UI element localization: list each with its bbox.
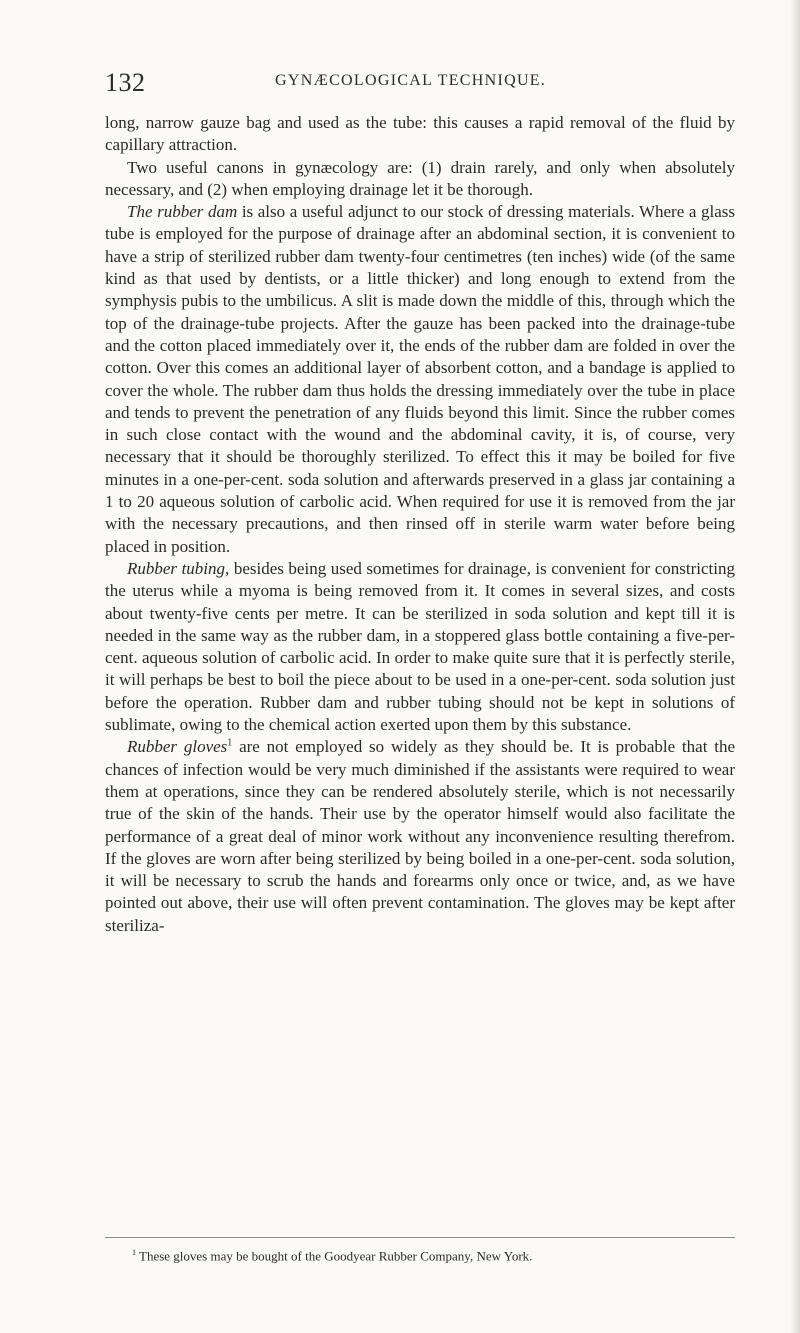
paragraph-text: Two useful canons in gynæcology are: (1) drain rarely, and only when absolutely necessary, and (2) when employing drainage let it be thorough. <box>105 157 735 199</box>
paragraph-continuation <box>105 112 735 157</box>
page-number: 132 <box>105 68 146 97</box>
paragraph-text: besides being used sometimes for drainage, is convenient for constricting the uterus while a myoma is being removed from it. It comes in several sizes, and costs about twenty-five cents per metre. It can be sterilized in soda solution and kept till it is needed in the same way as the rubber dam, in a stoppered glass bottle containing a five-per-cent. aqueous solution of carbolic acid. In order to make quite sure that it is perfectly sterile, it will perhaps be best to boil the piece about to be used in a one-per-cent. soda solution just before the operation. Rubber dam and rubber tubing should not be kept in solutions of sublimate, owing to the chemical action exerted upon them by this substance. <box>105 558 735 735</box>
running-head: GYNÆCOLOGICAL TECHNIQUE. <box>275 72 547 89</box>
page-header <box>105 68 735 98</box>
footnote <box>132 1245 732 1264</box>
footnote-divider <box>105 1237 735 1238</box>
paragraph-canons <box>105 157 735 202</box>
body-text <box>105 112 735 937</box>
footnote-text: These gloves may be bought of the Goodyear Rubber Company, New York. <box>136 1248 533 1264</box>
footnote-mark: 1 <box>132 1248 136 1257</box>
page-edge-shadow <box>790 0 800 1333</box>
paragraph-lead: Rubber gloves <box>127 737 228 757</box>
paragraph-rubber-gloves <box>105 736 735 937</box>
paragraph-text: are not employed so widely as they should be. It is probable that the chances of infection would be very much diminished if the assistants were required to wear them at operations, since they can be rendered absolutely sterile, which is not necessarily true of the skin of the hands. Their use by the operator himself would also facilitate the performance of a great deal of minor work without any inconvenience resulting therefrom. If the gloves are worn after being sterilized by being boiled in a one-per-cent. soda solution, it will be necessary to scrub the hands and forearms only once or twice, and, as we have pointed out above, their use will often prevent contamination. The gloves may be kept after steriliza- <box>105 737 736 935</box>
paragraph-lead: The rubber dam <box>127 202 238 222</box>
paragraph-text: is also a useful adjunct to our stock of dressing materials. Where a glass tube is employed for the purpose of drainage after an abdominal section, it is convenient to have a strip of sterilized rubber dam twenty-four centimetres (ten inches) wide (of the same kind as that used by dentists, or a little thicker) and long enough to extend from the symphysis pubis to the umbilicus. A slit is made down the middle of this, through which the top of the drainage-tube projects. After the gauze has been packed into the drainage-tube and the cotton placed immediately over it, the ends of the rubber dam are folded in over the cotton. Over this comes an additional layer of absorbent cotton, and a bandage is applied to cover the whole. The rubber dam thus holds the dressing immediately over the tube in place and tends to prevent the penetration of any fluids beyond this limit. Since the rubber comes in such close contact with the wound and the abdominal cavity, it is, of course, very necessary that it should be thoroughly sterilized. To effect this it may be boiled for five minutes in a one-per-cent. soda solution and afterwards preserved in a glass jar containing a 1 to 20 aqueous solution of carbolic acid. When required for use it is removed from the jar with the necessary precautions, and then rinsed off in sterile warm water before being placed in position. <box>105 202 735 556</box>
paragraph-rubber-dam <box>105 201 735 558</box>
paragraph-rubber-tubing <box>105 558 735 736</box>
paragraph-lead: Rubber tubing, <box>127 558 230 578</box>
footnote-reference: 1 <box>227 737 233 749</box>
paragraph-text: long, narrow gauze bag and used as the tube: this causes a rapid removal of the fluid by capillary attraction. <box>105 113 735 155</box>
